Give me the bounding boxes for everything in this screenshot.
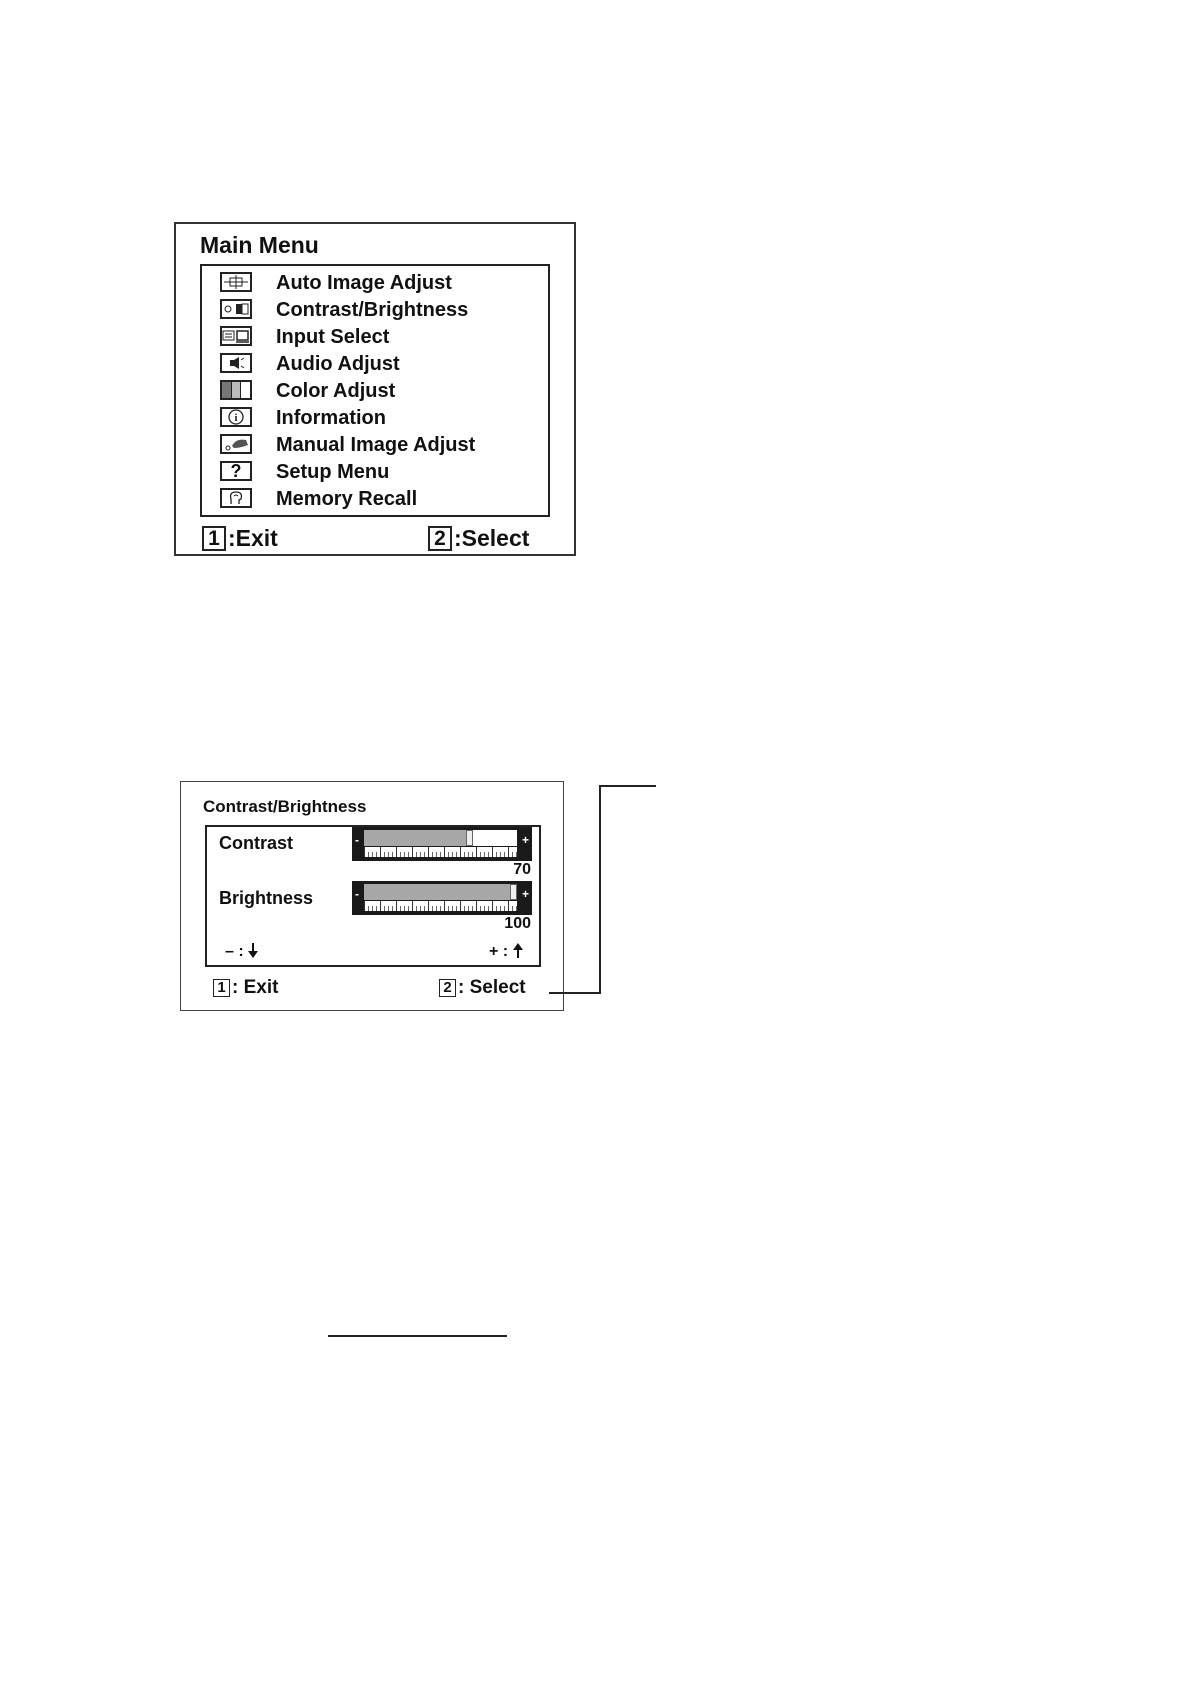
brightness-thumb[interactable] bbox=[510, 884, 517, 900]
hand-adjust-icon bbox=[220, 434, 252, 454]
contrast-brightness-panel bbox=[180, 781, 564, 1011]
arrow-down-icon bbox=[248, 943, 258, 958]
main-menu-list bbox=[200, 264, 550, 517]
key-2-icon: 2 bbox=[428, 526, 452, 551]
brightness-scale bbox=[364, 901, 517, 911]
main-menu-panel bbox=[174, 222, 576, 556]
menu-item-label: Input Select bbox=[276, 326, 390, 348]
brightness-value: 100 bbox=[504, 915, 531, 932]
menu-item-memory-recall[interactable] bbox=[202, 486, 548, 513]
menu-item-setup-menu[interactable] bbox=[202, 459, 548, 486]
menu-item-label: Memory Recall bbox=[276, 488, 418, 510]
select-button[interactable] bbox=[428, 525, 529, 552]
main-menu-title: Main Menu bbox=[200, 232, 319, 258]
svg-text:i: i bbox=[234, 412, 238, 424]
key-1-icon: 1 bbox=[213, 979, 230, 997]
select-label: :Select bbox=[454, 525, 530, 551]
key-2-icon: 2 bbox=[439, 979, 456, 997]
key-1-icon: 1 bbox=[202, 526, 226, 551]
plus-icon: + bbox=[521, 833, 529, 847]
info-icon bbox=[220, 407, 252, 427]
exit-label: :Exit bbox=[228, 525, 278, 551]
select-button[interactable] bbox=[439, 977, 526, 999]
contrast-value: 70 bbox=[513, 861, 531, 878]
contrast-scale bbox=[364, 847, 517, 857]
color-bars-icon bbox=[220, 380, 252, 400]
menu-item-label: Contrast/Brightness bbox=[276, 299, 469, 321]
menu-item-label: Manual Image Adjust bbox=[276, 434, 476, 456]
exit-button[interactable] bbox=[213, 977, 278, 999]
contrast-brightness-controls bbox=[205, 825, 541, 967]
menu-item-manual-image-adjust[interactable] bbox=[202, 432, 548, 459]
decrease-hint-label: – : bbox=[225, 943, 244, 960]
question-icon: ? bbox=[220, 461, 252, 481]
menu-item-information[interactable] bbox=[202, 405, 548, 432]
select-label: : Select bbox=[458, 977, 526, 998]
brightness-fill bbox=[364, 884, 510, 900]
menu-item-label: Information bbox=[276, 407, 386, 429]
increase-hint bbox=[489, 943, 523, 961]
menu-item-contrast-brightness[interactable] bbox=[202, 297, 548, 324]
contrast-track bbox=[364, 830, 517, 846]
callout-line-bottom bbox=[549, 992, 601, 994]
brightness-track bbox=[364, 884, 517, 900]
menu-item-label: Auto Image Adjust bbox=[276, 272, 452, 294]
underline-rule bbox=[328, 1335, 507, 1337]
menu-item-input-select[interactable] bbox=[202, 324, 548, 351]
decrease-hint bbox=[225, 943, 258, 961]
contrast-label: Contrast bbox=[219, 833, 294, 853]
arrow-up-icon bbox=[513, 943, 523, 958]
contrast-brightness-title: Contrast/Brightness bbox=[203, 797, 367, 816]
menu-item-label: Color Adjust bbox=[276, 380, 396, 402]
brightness-slider[interactable] bbox=[352, 881, 532, 915]
input-monitor-icon bbox=[220, 326, 252, 346]
menu-item-audio-adjust[interactable] bbox=[202, 351, 548, 378]
contrast-slider[interactable] bbox=[352, 827, 532, 861]
crosshair-icon bbox=[220, 272, 252, 292]
contrast-thumb[interactable] bbox=[466, 830, 473, 846]
callout-line-top bbox=[600, 785, 656, 787]
menu-item-label: Audio Adjust bbox=[276, 353, 400, 375]
plus-icon: + bbox=[521, 887, 529, 901]
sun-contrast-icon bbox=[220, 299, 252, 319]
menu-item-label: Setup Menu bbox=[276, 461, 390, 483]
menu-item-auto-image-adjust[interactable] bbox=[202, 270, 548, 297]
minus-icon: - bbox=[355, 833, 359, 847]
brightness-label: Brightness bbox=[219, 888, 314, 908]
contrast-fill bbox=[364, 830, 466, 846]
menu-item-color-adjust[interactable] bbox=[202, 378, 548, 405]
callout-line-vertical bbox=[599, 785, 601, 993]
memory-head-icon bbox=[220, 488, 252, 508]
increase-hint-label: + : bbox=[489, 943, 509, 960]
minus-icon: - bbox=[355, 887, 359, 901]
exit-button[interactable] bbox=[202, 525, 278, 552]
speaker-icon bbox=[220, 353, 252, 373]
exit-label: : Exit bbox=[232, 977, 279, 998]
